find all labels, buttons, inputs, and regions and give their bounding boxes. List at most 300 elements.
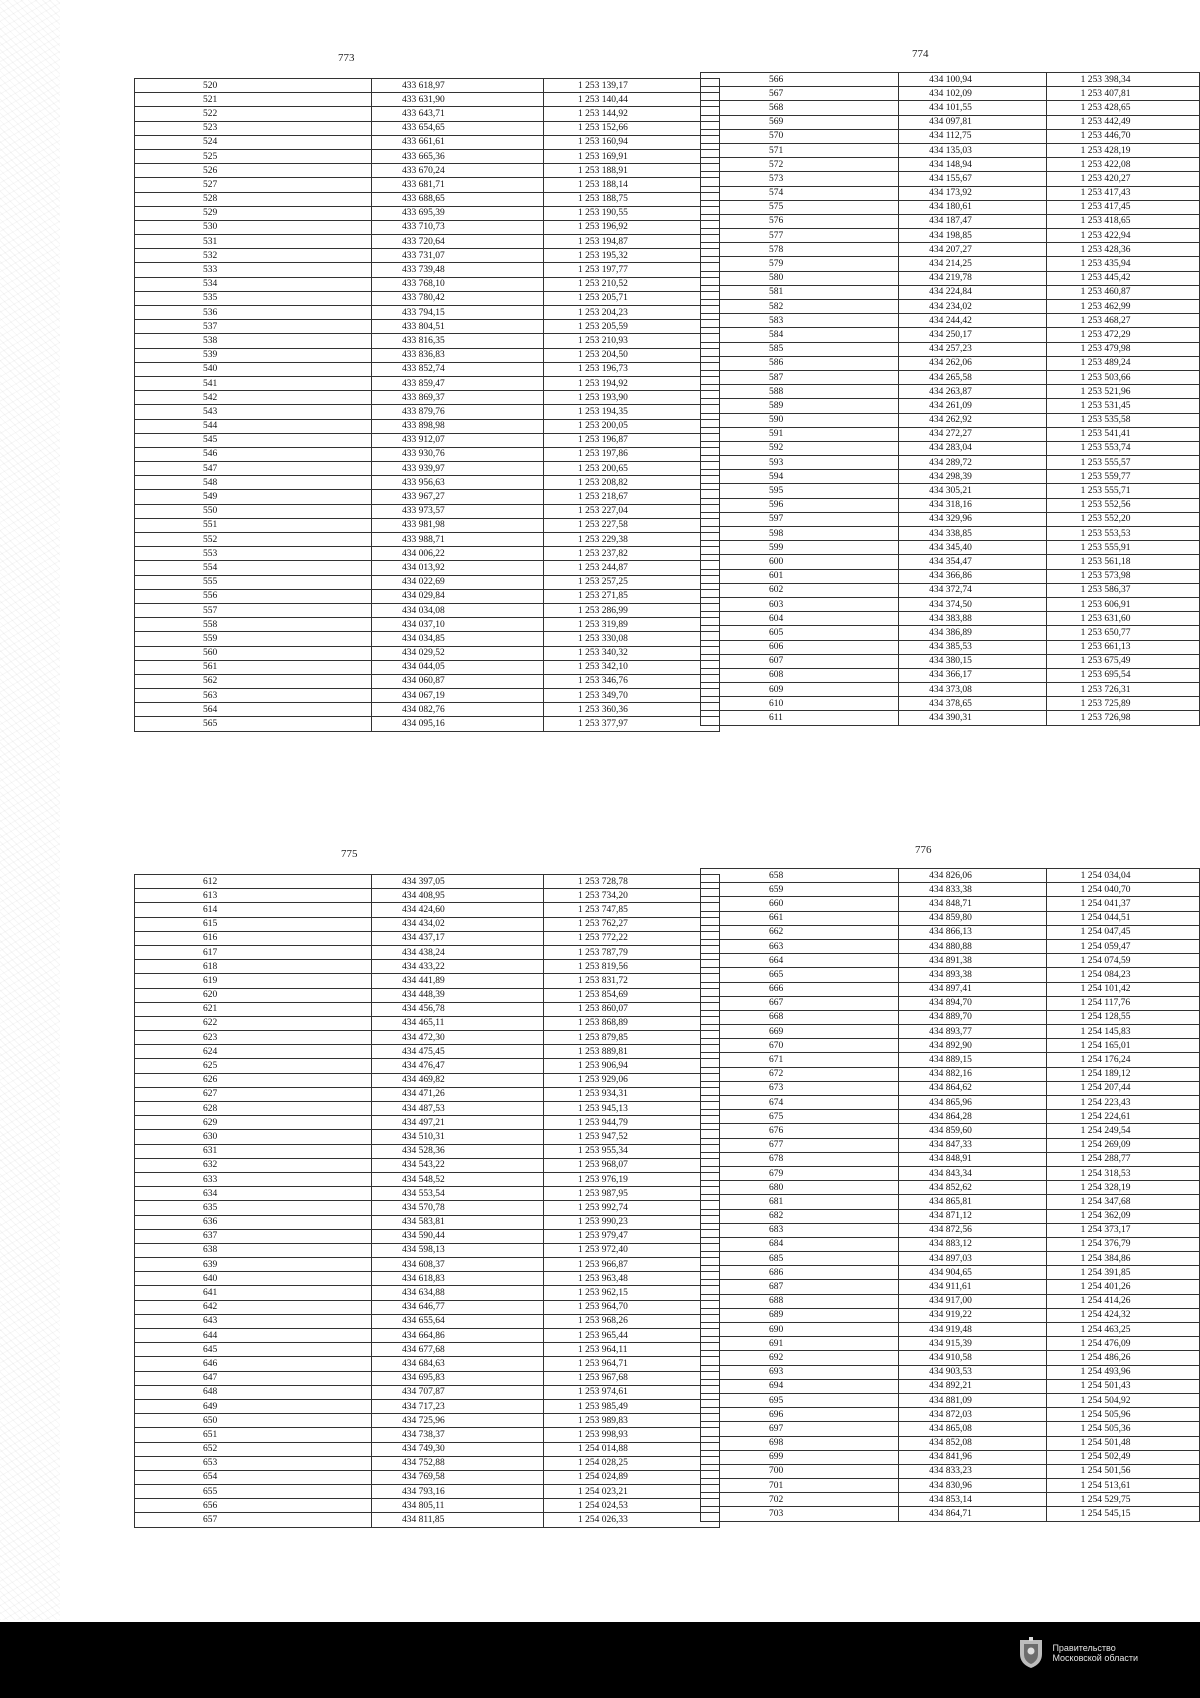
point-number-cell: 637 [135, 1229, 372, 1243]
x-coordinate-cell: 434 224,84 [899, 285, 1047, 299]
point-number-cell: 553 [135, 547, 372, 561]
point-number-cell: 556 [135, 589, 372, 603]
table-row [701, 172, 1200, 186]
y-coordinate-cell: 1 253 561,18 [1046, 555, 1199, 569]
y-coordinate-cell: 1 253 555,57 [1046, 456, 1199, 470]
y-coordinate-cell: 1 253 854,69 [544, 988, 720, 1002]
point-number-cell: 581 [701, 285, 899, 299]
table-row [701, 143, 1200, 157]
table-row [135, 547, 720, 561]
table-row [135, 1215, 720, 1229]
y-coordinate-cell: 1 254 493,96 [1046, 1365, 1199, 1379]
x-coordinate-cell: 434 910,58 [899, 1351, 1047, 1365]
point-number-cell: 615 [135, 917, 372, 931]
y-coordinate-cell: 1 253 868,89 [544, 1016, 720, 1030]
y-coordinate-cell: 1 254 505,96 [1046, 1408, 1199, 1422]
y-coordinate-cell: 1 253 964,70 [544, 1300, 720, 1314]
x-coordinate-cell: 434 044,05 [372, 660, 544, 674]
point-number-cell: 596 [701, 498, 899, 512]
y-coordinate-cell: 1 253 728,78 [544, 875, 720, 889]
y-coordinate-cell: 1 253 286,99 [544, 603, 720, 617]
x-coordinate-cell: 434 618,83 [372, 1272, 544, 1286]
table-row [701, 1351, 1200, 1365]
y-coordinate-cell: 1 253 435,94 [1046, 257, 1199, 271]
point-number-cell: 679 [701, 1166, 899, 1180]
point-number-cell: 653 [135, 1456, 372, 1470]
point-number-cell: 681 [701, 1195, 899, 1209]
point-number-cell: 697 [701, 1422, 899, 1436]
footer-logo-line1: Правительство [1052, 1643, 1116, 1653]
x-coordinate-cell: 434 380,15 [899, 654, 1047, 668]
x-coordinate-cell: 434 448,39 [372, 988, 544, 1002]
x-coordinate-cell: 434 528,36 [372, 1144, 544, 1158]
y-coordinate-cell: 1 253 606,91 [1046, 597, 1199, 611]
point-number-cell: 643 [135, 1314, 372, 1328]
y-coordinate-cell: 1 254 014,88 [544, 1442, 720, 1456]
point-number-cell: 600 [701, 555, 899, 569]
x-coordinate-cell: 434 725,96 [372, 1414, 544, 1428]
table-row [135, 960, 720, 974]
point-number-cell: 599 [701, 541, 899, 555]
x-coordinate-cell: 434 865,81 [899, 1195, 1047, 1209]
x-coordinate-cell: 434 433,22 [372, 960, 544, 974]
scan-noise [0, 0, 60, 1620]
x-coordinate-cell: 434 598,13 [372, 1243, 544, 1257]
x-coordinate-cell: 434 262,06 [899, 356, 1047, 370]
point-number-cell: 587 [701, 370, 899, 384]
x-coordinate-cell: 434 865,96 [899, 1096, 1047, 1110]
point-number-cell: 554 [135, 561, 372, 575]
x-coordinate-cell: 434 894,70 [899, 996, 1047, 1010]
x-coordinate-cell: 433 654,65 [372, 121, 544, 135]
y-coordinate-cell: 1 253 169,91 [544, 149, 720, 163]
point-number-cell: 696 [701, 1408, 899, 1422]
table-row [135, 589, 720, 603]
y-coordinate-cell: 1 253 974,61 [544, 1385, 720, 1399]
y-coordinate-cell: 1 254 269,09 [1046, 1138, 1199, 1152]
x-coordinate-cell: 434 438,24 [372, 945, 544, 959]
x-coordinate-cell: 434 826,06 [899, 869, 1047, 883]
x-coordinate-cell: 434 497,21 [372, 1116, 544, 1130]
table-row [701, 968, 1200, 982]
x-coordinate-cell: 434 843,34 [899, 1166, 1047, 1180]
y-coordinate-cell: 1 253 418,65 [1046, 214, 1199, 228]
table-row [135, 889, 720, 903]
point-number-cell: 572 [701, 158, 899, 172]
point-number-cell: 591 [701, 427, 899, 441]
x-coordinate-cell: 433 852,74 [372, 362, 544, 376]
point-number-cell: 632 [135, 1158, 372, 1172]
table-row [701, 271, 1200, 285]
table-row [135, 1428, 720, 1442]
point-number-cell: 640 [135, 1272, 372, 1286]
table-row [135, 1329, 720, 1343]
point-number-cell: 638 [135, 1243, 372, 1257]
x-coordinate-cell: 434 897,03 [899, 1252, 1047, 1266]
table-row [701, 229, 1200, 243]
y-coordinate-cell: 1 254 207,44 [1046, 1081, 1199, 1095]
table-row [701, 1209, 1200, 1223]
y-coordinate-cell: 1 254 545,15 [1046, 1507, 1199, 1521]
point-number-cell: 534 [135, 277, 372, 291]
x-coordinate-cell: 434 475,45 [372, 1045, 544, 1059]
x-coordinate-cell: 434 634,88 [372, 1286, 544, 1300]
x-coordinate-cell: 433 898,98 [372, 419, 544, 433]
x-coordinate-cell: 434 386,89 [899, 626, 1047, 640]
x-coordinate-cell: 434 889,70 [899, 1010, 1047, 1024]
x-coordinate-cell: 434 034,08 [372, 603, 544, 617]
point-number-cell: 644 [135, 1329, 372, 1343]
x-coordinate-cell: 434 889,15 [899, 1053, 1047, 1067]
point-number-cell: 703 [701, 1507, 899, 1521]
y-coordinate-cell: 1 253 194,35 [544, 405, 720, 419]
x-coordinate-cell: 433 780,42 [372, 291, 544, 305]
x-coordinate-cell: 434 864,28 [899, 1110, 1047, 1124]
x-coordinate-cell: 434 864,62 [899, 1081, 1047, 1095]
y-coordinate-cell: 1 254 084,23 [1046, 968, 1199, 982]
x-coordinate-cell: 433 794,15 [372, 306, 544, 320]
y-coordinate-cell: 1 254 059,47 [1046, 939, 1199, 953]
table-row [701, 683, 1200, 697]
page-number-774: 774 [912, 48, 929, 60]
y-coordinate-cell: 1 253 989,83 [544, 1414, 720, 1428]
point-number-cell: 656 [135, 1499, 372, 1513]
table-row [135, 945, 720, 959]
table-row [701, 869, 1200, 883]
x-coordinate-cell: 434 354,47 [899, 555, 1047, 569]
point-number-cell: 549 [135, 490, 372, 504]
table-row [701, 1408, 1200, 1422]
x-coordinate-cell: 434 864,71 [899, 1507, 1047, 1521]
x-coordinate-cell: 434 082,76 [372, 703, 544, 717]
point-number-cell: 614 [135, 903, 372, 917]
page-number-775: 775 [341, 848, 358, 860]
table-row [135, 263, 720, 277]
coordinates-table-774 [700, 72, 1200, 726]
x-coordinate-cell: 434 684,63 [372, 1357, 544, 1371]
point-number-cell: 546 [135, 447, 372, 461]
y-coordinate-cell: 1 253 787,79 [544, 945, 720, 959]
point-number-cell: 628 [135, 1102, 372, 1116]
table-row [701, 1479, 1200, 1493]
x-coordinate-cell: 433 816,35 [372, 334, 544, 348]
y-coordinate-cell: 1 253 462,99 [1046, 300, 1199, 314]
point-number-cell: 698 [701, 1436, 899, 1450]
point-number-cell: 570 [701, 129, 899, 143]
y-coordinate-cell: 1 253 964,11 [544, 1343, 720, 1357]
table-row [135, 1272, 720, 1286]
table-row [135, 405, 720, 419]
table-row [135, 1144, 720, 1158]
point-number-cell: 535 [135, 291, 372, 305]
y-coordinate-cell: 1 253 990,23 [544, 1215, 720, 1229]
x-coordinate-cell: 434 469,82 [372, 1073, 544, 1087]
point-number-cell: 528 [135, 192, 372, 206]
point-number-cell: 646 [135, 1357, 372, 1371]
point-number-cell: 634 [135, 1187, 372, 1201]
table-row [135, 988, 720, 1002]
table-row [701, 1067, 1200, 1081]
x-coordinate-cell: 434 893,77 [899, 1025, 1047, 1039]
y-coordinate-cell: 1 253 968,07 [544, 1158, 720, 1172]
table-row [701, 1166, 1200, 1180]
point-number-cell: 678 [701, 1152, 899, 1166]
y-coordinate-cell: 1 254 362,09 [1046, 1209, 1199, 1223]
x-coordinate-cell: 434 919,48 [899, 1323, 1047, 1337]
x-coordinate-cell: 434 372,74 [899, 583, 1047, 597]
table-row [135, 1513, 720, 1527]
table-row [135, 575, 720, 589]
y-coordinate-cell: 1 253 218,67 [544, 490, 720, 504]
point-number-cell: 552 [135, 533, 372, 547]
y-coordinate-cell: 1 253 472,29 [1046, 328, 1199, 342]
table-row [135, 476, 720, 490]
point-number-cell: 544 [135, 419, 372, 433]
point-number-cell: 537 [135, 320, 372, 334]
table-row [135, 603, 720, 617]
y-coordinate-cell: 1 253 428,19 [1046, 143, 1199, 157]
y-coordinate-cell: 1 253 725,89 [1046, 697, 1199, 711]
y-coordinate-cell: 1 254 028,25 [544, 1456, 720, 1470]
y-coordinate-cell: 1 253 210,52 [544, 277, 720, 291]
y-coordinate-cell: 1 253 559,77 [1046, 470, 1199, 484]
x-coordinate-cell: 434 198,85 [899, 229, 1047, 243]
x-coordinate-cell: 434 872,56 [899, 1223, 1047, 1237]
y-coordinate-cell: 1 253 985,49 [544, 1399, 720, 1413]
point-number-cell: 624 [135, 1045, 372, 1059]
y-coordinate-cell: 1 253 553,53 [1046, 527, 1199, 541]
y-coordinate-cell: 1 253 468,27 [1046, 314, 1199, 328]
table-row [135, 79, 720, 93]
x-coordinate-cell: 434 397,05 [372, 875, 544, 889]
y-coordinate-cell: 1 254 504,92 [1046, 1393, 1199, 1407]
x-coordinate-cell: 434 219,78 [899, 271, 1047, 285]
x-coordinate-cell: 433 618,97 [372, 79, 544, 93]
table-row [135, 306, 720, 320]
footer-logo-line2: Московской области [1052, 1653, 1138, 1663]
x-coordinate-cell: 433 681,71 [372, 178, 544, 192]
point-number-cell: 611 [701, 711, 899, 725]
point-number-cell: 692 [701, 1351, 899, 1365]
y-coordinate-cell: 1 253 398,34 [1046, 73, 1199, 87]
x-coordinate-cell: 434 437,17 [372, 931, 544, 945]
point-number-cell: 619 [135, 974, 372, 988]
point-number-cell: 642 [135, 1300, 372, 1314]
table-row [701, 385, 1200, 399]
point-number-cell: 669 [701, 1025, 899, 1039]
x-coordinate-cell: 433 768,10 [372, 277, 544, 291]
y-coordinate-cell: 1 254 223,43 [1046, 1096, 1199, 1110]
x-coordinate-cell: 434 570,78 [372, 1201, 544, 1215]
y-coordinate-cell: 1 253 726,31 [1046, 683, 1199, 697]
point-number-cell: 601 [701, 569, 899, 583]
point-number-cell: 603 [701, 597, 899, 611]
table-row [135, 875, 720, 889]
y-coordinate-cell: 1 253 972,40 [544, 1243, 720, 1257]
table-row [135, 1258, 720, 1272]
x-coordinate-cell: 434 543,22 [372, 1158, 544, 1172]
point-number-cell: 633 [135, 1172, 372, 1186]
y-coordinate-cell: 1 254 318,53 [1046, 1166, 1199, 1180]
point-number-cell: 573 [701, 172, 899, 186]
y-coordinate-cell: 1 253 319,89 [544, 618, 720, 632]
point-number-cell: 702 [701, 1493, 899, 1507]
point-number-cell: 651 [135, 1428, 372, 1442]
y-coordinate-cell: 1 254 501,56 [1046, 1464, 1199, 1478]
y-coordinate-cell: 1 254 249,54 [1046, 1124, 1199, 1138]
table-row [135, 533, 720, 547]
point-number-cell: 569 [701, 115, 899, 129]
point-number-cell: 629 [135, 1116, 372, 1130]
y-coordinate-cell: 1 253 964,71 [544, 1357, 720, 1371]
table-row [701, 996, 1200, 1010]
x-coordinate-cell: 433 836,83 [372, 348, 544, 362]
table-row [701, 1294, 1200, 1308]
point-number-cell: 693 [701, 1365, 899, 1379]
y-coordinate-cell: 1 253 342,10 [544, 660, 720, 674]
table-row [135, 1243, 720, 1257]
y-coordinate-cell: 1 253 188,91 [544, 164, 720, 178]
x-coordinate-cell: 433 879,76 [372, 405, 544, 419]
x-coordinate-cell: 434 234,02 [899, 300, 1047, 314]
table-row [135, 1087, 720, 1101]
table-row [135, 206, 720, 220]
point-number-cell: 606 [701, 640, 899, 654]
y-coordinate-cell: 1 253 196,87 [544, 433, 720, 447]
point-number-cell: 665 [701, 968, 899, 982]
point-number-cell: 525 [135, 149, 372, 163]
table-row [701, 939, 1200, 953]
x-coordinate-cell: 434 173,92 [899, 186, 1047, 200]
y-coordinate-cell: 1 253 244,87 [544, 561, 720, 575]
point-number-cell: 526 [135, 164, 372, 178]
coordinates-table-776 [700, 868, 1200, 1522]
y-coordinate-cell: 1 254 328,19 [1046, 1181, 1199, 1195]
x-coordinate-cell: 433 710,73 [372, 220, 544, 234]
x-coordinate-cell: 433 739,48 [372, 263, 544, 277]
x-coordinate-cell: 433 988,71 [372, 533, 544, 547]
x-coordinate-cell: 434 006,22 [372, 547, 544, 561]
table-row [135, 1485, 720, 1499]
table-row [135, 660, 720, 674]
x-coordinate-cell: 434 892,21 [899, 1379, 1047, 1393]
table-row [701, 342, 1200, 356]
point-number-cell: 576 [701, 214, 899, 228]
point-number-cell: 673 [701, 1081, 899, 1095]
point-number-cell: 626 [135, 1073, 372, 1087]
x-coordinate-cell: 434 373,08 [899, 683, 1047, 697]
x-coordinate-cell: 434 187,47 [899, 214, 1047, 228]
table-row [701, 1308, 1200, 1322]
x-coordinate-cell: 434 833,23 [899, 1464, 1047, 1478]
x-coordinate-cell: 434 289,72 [899, 456, 1047, 470]
point-number-cell: 561 [135, 660, 372, 674]
table-row [701, 1266, 1200, 1280]
y-coordinate-cell: 1 253 889,81 [544, 1045, 720, 1059]
y-coordinate-cell: 1 253 442,49 [1046, 115, 1199, 129]
point-number-cell: 594 [701, 470, 899, 484]
y-coordinate-cell: 1 253 210,93 [544, 334, 720, 348]
table-row [135, 1470, 720, 1484]
x-coordinate-cell: 434 852,08 [899, 1436, 1047, 1450]
y-coordinate-cell: 1 253 428,36 [1046, 243, 1199, 257]
table-row [135, 149, 720, 163]
table-row [135, 646, 720, 660]
x-coordinate-cell: 434 872,03 [899, 1408, 1047, 1422]
table-row [135, 1102, 720, 1116]
point-number-cell: 647 [135, 1371, 372, 1385]
table-row [135, 277, 720, 291]
table-row [701, 314, 1200, 328]
point-number-cell: 530 [135, 220, 372, 234]
x-coordinate-cell: 433 643,71 [372, 107, 544, 121]
x-coordinate-cell: 433 967,27 [372, 490, 544, 504]
point-number-cell: 635 [135, 1201, 372, 1215]
y-coordinate-cell: 1 254 117,76 [1046, 996, 1199, 1010]
y-coordinate-cell: 1 254 165,01 [1046, 1039, 1199, 1053]
table-row [701, 441, 1200, 455]
table-row [701, 512, 1200, 526]
y-coordinate-cell: 1 253 661,13 [1046, 640, 1199, 654]
y-coordinate-cell: 1 253 573,98 [1046, 569, 1199, 583]
point-number-cell: 575 [701, 200, 899, 214]
x-coordinate-cell: 434 608,37 [372, 1258, 544, 1272]
y-coordinate-cell: 1 253 144,92 [544, 107, 720, 121]
y-coordinate-cell: 1 253 417,43 [1046, 186, 1199, 200]
y-coordinate-cell: 1 253 675,49 [1046, 654, 1199, 668]
point-number-cell: 672 [701, 1067, 899, 1081]
y-coordinate-cell: 1 254 414,26 [1046, 1294, 1199, 1308]
page-number-776: 776 [915, 844, 932, 856]
y-coordinate-cell: 1 253 992,74 [544, 1201, 720, 1215]
y-coordinate-cell: 1 254 128,55 [1046, 1010, 1199, 1024]
y-coordinate-cell: 1 253 650,77 [1046, 626, 1199, 640]
x-coordinate-cell: 434 383,88 [899, 612, 1047, 626]
point-number-cell: 667 [701, 996, 899, 1010]
x-coordinate-cell: 434 805,11 [372, 1499, 544, 1513]
x-coordinate-cell: 434 465,11 [372, 1016, 544, 1030]
table-row [135, 1045, 720, 1059]
point-number-cell: 695 [701, 1393, 899, 1407]
point-number-cell: 550 [135, 504, 372, 518]
table-row [701, 1252, 1200, 1266]
table-row [701, 954, 1200, 968]
point-number-cell: 580 [701, 271, 899, 285]
table-row [135, 135, 720, 149]
x-coordinate-cell: 434 283,04 [899, 441, 1047, 455]
x-coordinate-cell: 434 102,09 [899, 87, 1047, 101]
point-number-cell: 664 [701, 954, 899, 968]
x-coordinate-cell: 434 305,21 [899, 484, 1047, 498]
point-number-cell: 627 [135, 1087, 372, 1101]
y-coordinate-cell: 1 253 489,24 [1046, 356, 1199, 370]
point-number-cell: 675 [701, 1110, 899, 1124]
x-coordinate-cell: 434 067,19 [372, 689, 544, 703]
y-coordinate-cell: 1 253 200,05 [544, 419, 720, 433]
x-coordinate-cell: 433 688,65 [372, 192, 544, 206]
x-coordinate-cell: 434 853,14 [899, 1493, 1047, 1507]
table-row [701, 1081, 1200, 1095]
y-coordinate-cell: 1 254 026,33 [544, 1513, 720, 1527]
point-number-cell: 532 [135, 249, 372, 263]
y-coordinate-cell: 1 253 966,87 [544, 1258, 720, 1272]
y-coordinate-cell: 1 253 208,82 [544, 476, 720, 490]
point-number-cell: 555 [135, 575, 372, 589]
point-number-cell: 543 [135, 405, 372, 419]
y-coordinate-cell: 1 254 401,26 [1046, 1280, 1199, 1294]
point-number-cell: 701 [701, 1479, 899, 1493]
table-row [701, 597, 1200, 611]
